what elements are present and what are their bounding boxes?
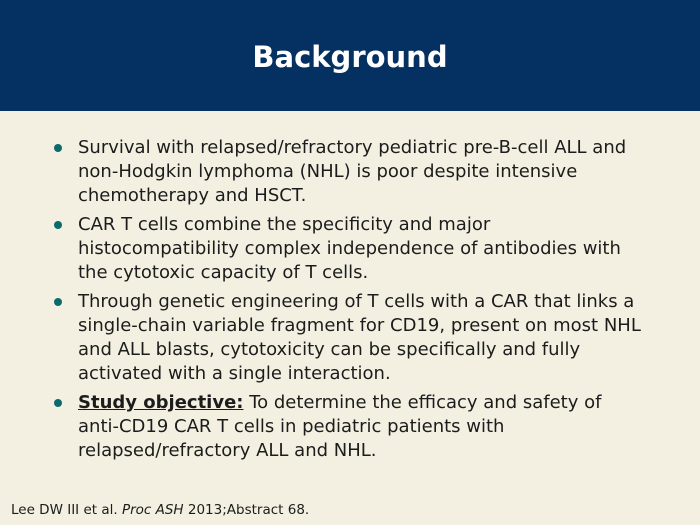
bullet-list: [0, 136, 700, 468]
bullet-item-objective: [0, 391, 648, 463]
bullet-dot-icon: [54, 298, 62, 306]
bullet-item: [0, 136, 648, 208]
slide-title: Background: [252, 40, 448, 74]
bullet-text: CAR T cells combine the specificity and major histocompatibility complex independence of antibodies with the cytotoxic capacity of T cells.: [78, 214, 621, 283]
bullet-item: [0, 213, 648, 285]
citation-journal: Proc ASH: [121, 502, 184, 518]
bullet-dot-icon: [54, 221, 62, 229]
objective-text-block: [78, 391, 648, 463]
title-bar: [0, 0, 700, 111]
bullet-dot-icon: [54, 144, 62, 152]
citation-details: 2013;Abstract 68.: [183, 502, 310, 518]
bullet-item: [0, 290, 648, 386]
citation-authors: Lee DW III et al.: [11, 502, 122, 518]
citation: [11, 501, 309, 519]
objective-label: Study objective:: [78, 392, 244, 413]
bullet-text: Survival with relapsed/refractory pediatric pre-B-cell ALL and non-Hodgkin lymphoma (NHL) is poor despite intensive chemotherapy and HSCT.: [78, 137, 627, 206]
bullet-dot-icon: [54, 399, 62, 407]
bullet-text: Through genetic engineering of T cells with a CAR that links a single-chain variable fragment for CD19, present on most NHL and ALL blasts, cytotoxicity can be specifically and fully activated with a single interaction.: [78, 291, 641, 384]
objective-text: To determine the efficacy and safety of anti-CD19 CAR T cells in pediatric patients with relapsed/refractory ALL and NHL.: [78, 392, 602, 461]
